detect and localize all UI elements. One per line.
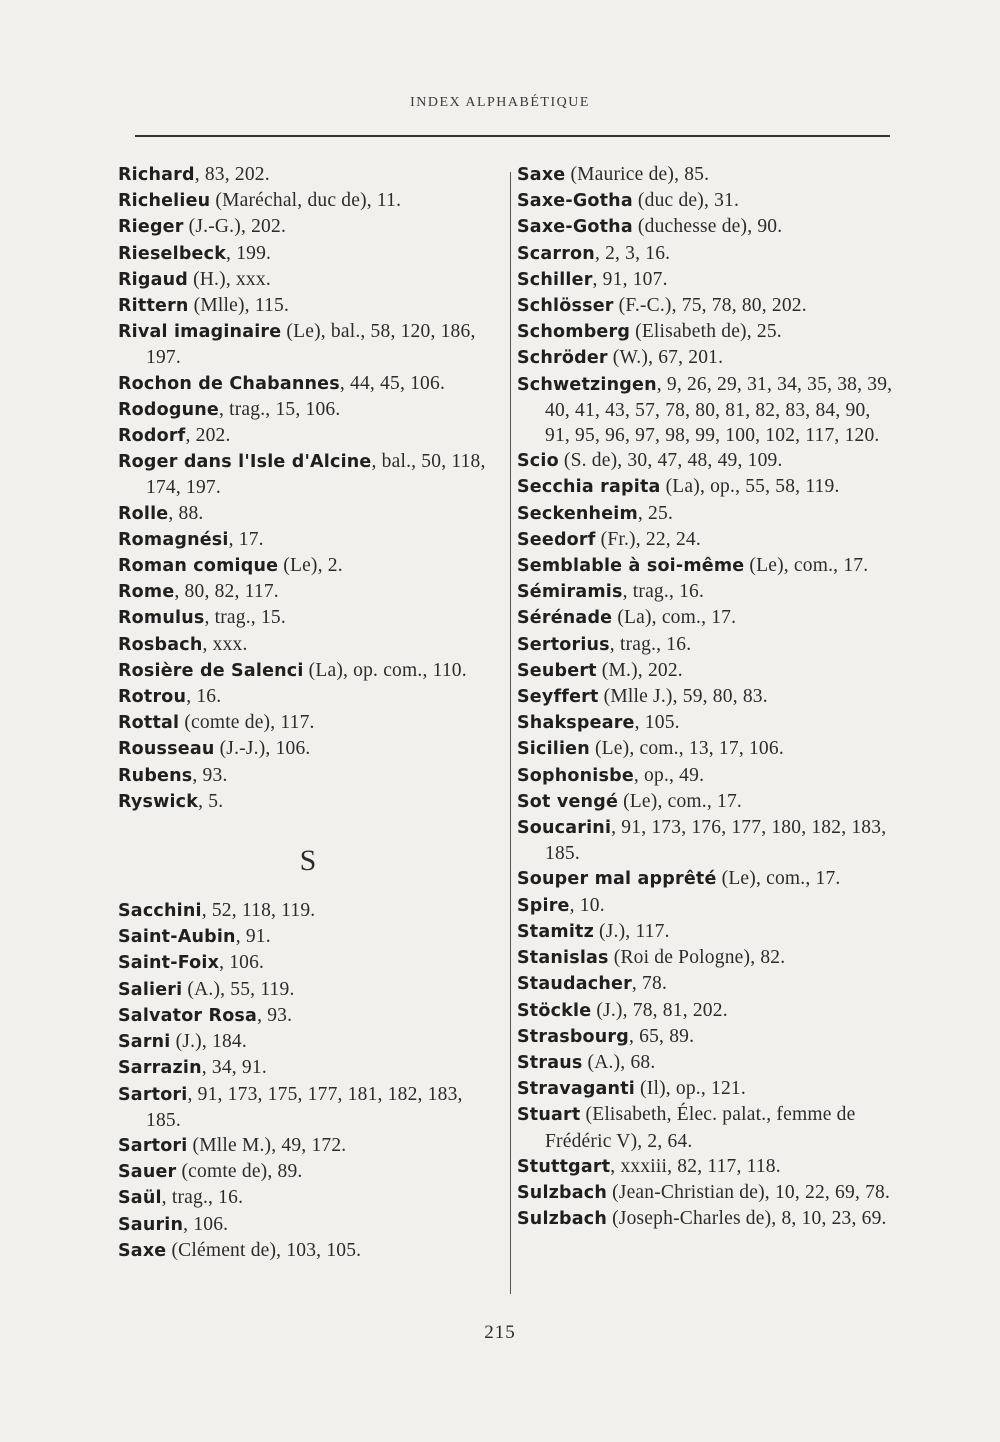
column-divider — [510, 172, 511, 1294]
entry-headword: Rodogune — [118, 399, 219, 420]
index-entry — [517, 919, 895, 945]
entry-headword: Richelieu — [118, 191, 211, 212]
entry-headword: Seubert — [517, 660, 597, 681]
index-entry — [517, 1154, 895, 1180]
entry-references: (La), com., 17. — [612, 607, 737, 629]
index-entry — [118, 710, 498, 736]
entry-headword: Shakspeare — [517, 713, 635, 734]
entry-references: , 25. — [637, 502, 674, 524]
entry-references: (Mlle), 115. — [188, 295, 290, 317]
entry-headword: Sertorius — [517, 634, 610, 655]
index-entry — [118, 977, 498, 1003]
index-entry — [517, 579, 895, 605]
entry-headword: Schröder — [517, 348, 608, 369]
entry-references: (La), op., 55, 58, 119. — [660, 476, 840, 498]
entry-headword: Saül — [118, 1188, 162, 1209]
entry-headword: Stuart — [517, 1105, 581, 1126]
entry-headword: Stöckle — [517, 1000, 592, 1021]
index-entry — [118, 1212, 498, 1238]
index-entry — [517, 188, 895, 214]
index-entry — [118, 1029, 498, 1055]
entry-headword: Rubens — [118, 765, 193, 786]
entry-references: (A.), 55, 119. — [182, 978, 295, 1000]
entry-headword: Romagnési — [118, 529, 229, 550]
entry-references: (Jean-Christian de), 10, 22, 69, 78. — [607, 1181, 891, 1203]
entry-headword: Sicilien — [517, 739, 590, 760]
entry-headword: Richard — [118, 165, 195, 185]
entry-headword: Seedorf — [517, 529, 596, 550]
entry-references: , 106. — [219, 952, 265, 974]
entry-headword: Semblable à soi-même — [517, 556, 745, 577]
entry-references: , 9, 26, 29, 31, 34, 35, 38, 39, 40, 41, 43, 57, 78, 80, 81, 82, 83, 84, 90, 91, 95, 96, 97, 98, 99, 100, 102, 117, 120. — [545, 373, 893, 447]
entry-references: (Le), com., 13, 17, 106. — [589, 738, 784, 760]
entry-references: (Fr.), 22, 24. — [595, 528, 701, 550]
entry-headword: Stravaganti — [517, 1079, 635, 1100]
index-entries-s — [118, 898, 498, 1264]
entry-headword: Sulzbach — [517, 1209, 608, 1230]
entry-headword: Sot vengé — [517, 791, 619, 812]
entry-headword: Saint-Foix — [118, 953, 220, 974]
entry-references: , 5. — [198, 790, 224, 812]
entry-references: (Clément de), 103, 105. — [166, 1239, 362, 1261]
entry-references: (J.), 184. — [170, 1031, 247, 1053]
entry-references: (Maurice de), 85. — [565, 164, 710, 185]
entry-headword: Roger dans l'Isle d'Alcine — [118, 452, 372, 473]
entry-references: (J.), 78, 81, 202. — [591, 999, 728, 1021]
entry-headword: Schiller — [517, 269, 593, 290]
index-entry — [118, 449, 498, 500]
entry-headword: Rome — [118, 582, 175, 603]
entry-headword: Seckenheim — [517, 503, 638, 524]
entry-references: (Le), com., 17. — [618, 790, 742, 812]
index-entry — [118, 605, 498, 631]
index-entry — [517, 632, 895, 658]
entry-headword: Saxe — [517, 165, 566, 185]
index-entry — [118, 241, 498, 267]
entry-headword: Rottal — [118, 713, 180, 734]
entry-headword: Stamitz — [517, 921, 594, 942]
index-entry — [118, 214, 498, 240]
running-head: INDEX ALPHABÉTIQUE — [410, 95, 590, 110]
entry-headword: Sulzbach — [517, 1182, 608, 1203]
entry-references: (J.-G.), 202. — [183, 216, 287, 238]
entry-headword: Scarron — [517, 243, 595, 264]
entry-headword: Rousseau — [118, 739, 215, 760]
entry-references: (M.), 202. — [596, 659, 683, 681]
entry-references: (Le), 2. — [278, 555, 343, 577]
index-entry — [517, 293, 895, 319]
index-entry — [517, 866, 895, 892]
entry-references: , 2, 3, 16. — [594, 242, 671, 264]
index-entry — [517, 971, 895, 997]
index-entry — [118, 1238, 498, 1264]
entry-references: , trag., 16. — [609, 633, 692, 655]
entry-headword: Rieselbeck — [118, 243, 227, 264]
section-letter: S — [299, 844, 317, 878]
entry-references: , 91, 107. — [592, 268, 668, 290]
page-number: 215 — [484, 1322, 516, 1343]
entry-references: (Le), com., 17. — [744, 555, 869, 577]
entry-headword: Rittern — [118, 296, 189, 317]
entry-references: , trag., 16. — [161, 1187, 244, 1209]
entry-headword: Sauer — [118, 1162, 177, 1183]
entry-references: (J.-J.), 106. — [214, 738, 311, 760]
index-entry — [118, 553, 498, 579]
index-entry — [517, 605, 895, 631]
entry-references: , 93. — [192, 764, 228, 786]
index-entry — [118, 763, 498, 789]
entry-headword: Sacchini — [118, 901, 202, 922]
entry-headword: Sophonisbe — [517, 765, 634, 786]
index-entry — [118, 1082, 498, 1133]
index-entry — [517, 945, 895, 971]
entry-headword: Rosbach — [118, 634, 203, 655]
index-entry — [118, 267, 498, 293]
index-entries-s-continued — [517, 162, 895, 1232]
index-entry — [517, 267, 895, 293]
index-entry — [517, 214, 895, 240]
entry-headword: Schomberg — [517, 322, 631, 343]
entry-headword: Secchia rapita — [517, 477, 661, 498]
index-entry — [118, 898, 498, 924]
entry-references: , 91. — [235, 926, 271, 948]
entry-references: (comte de), 89. — [176, 1161, 303, 1183]
index-entry — [517, 553, 895, 579]
entry-references: (duchesse de), 90. — [632, 216, 783, 238]
entry-headword: Rieger — [118, 217, 184, 238]
index-entry — [118, 924, 498, 950]
entry-headword: Saxe-Gotha — [517, 217, 633, 238]
index-entry — [517, 372, 895, 449]
entry-references: (Joseph-Charles de), 8, 10, 23, 69. — [607, 1208, 887, 1230]
index-entry — [118, 684, 498, 710]
index-entry — [118, 579, 498, 605]
index-entry — [517, 710, 895, 736]
entry-headword: Saxe — [118, 1240, 167, 1261]
index-entries-r — [118, 162, 498, 815]
entry-references: , 93. — [257, 1004, 293, 1026]
index-entry — [517, 1076, 895, 1102]
entry-references: , trag., 16. — [622, 581, 705, 603]
entry-headword: Staudacher — [517, 974, 632, 995]
index-entry — [118, 658, 498, 684]
index-entry — [517, 448, 895, 474]
index-entry — [118, 789, 498, 815]
index-entry — [517, 789, 895, 815]
index-entry — [118, 736, 498, 762]
entry-references: , op., 49. — [633, 764, 705, 786]
index-entry — [118, 162, 498, 188]
entry-headword: Rival imaginaire — [118, 322, 282, 343]
index-entry — [517, 501, 895, 527]
index-entry — [517, 1024, 895, 1050]
entry-headword: Romulus — [118, 608, 205, 629]
entry-references: (F.-C.), 75, 78, 80, 202. — [613, 295, 807, 317]
entry-headword: Ryswick — [118, 791, 199, 812]
index-entry — [118, 632, 498, 658]
entry-references: , 83, 202. — [194, 164, 270, 185]
entry-references: , xxxiii, 82, 117, 118. — [610, 1155, 781, 1177]
entry-references: , 199. — [226, 242, 272, 264]
entry-references: , 91, 173, 176, 177, 180, 182, 183, 185. — [545, 817, 887, 865]
entry-references: (Le), com., 17. — [716, 868, 841, 890]
entry-headword: Soucarini — [517, 818, 612, 839]
entry-headword: Rigaud — [118, 269, 188, 290]
entry-references: (duc de), 31. — [632, 190, 740, 212]
entry-references: , 65, 89. — [629, 1025, 695, 1047]
entry-references: , 91, 173, 175, 177, 181, 182, 183, 185. — [146, 1083, 463, 1131]
entry-headword: Scio — [517, 451, 559, 472]
entry-references: (comte de), 117. — [179, 712, 315, 734]
entry-headword: Rotrou — [118, 687, 187, 708]
entry-references: (Le), bal., 58, 120, 186, 197. — [146, 321, 476, 369]
index-entry — [118, 501, 498, 527]
entry-references: (W.), 67, 201. — [607, 347, 724, 369]
entry-headword: Saxe-Gotha — [517, 191, 633, 212]
entry-references: (Roi de Pologne), 82. — [608, 947, 786, 969]
index-entry — [118, 371, 498, 397]
entry-headword: Seyffert — [517, 687, 599, 708]
entry-headword: Sérénade — [517, 608, 613, 629]
index-entry — [517, 162, 895, 188]
entry-headword: Stanislas — [517, 948, 609, 969]
entry-references: (J.), 117. — [593, 920, 670, 942]
entry-references: (H.), xxx. — [188, 268, 271, 290]
entry-headword: Schwetzingen — [517, 374, 657, 395]
index-entry — [517, 345, 895, 371]
entry-headword: Sarrazin — [118, 1058, 202, 1079]
entry-references: , xxx. — [202, 633, 248, 655]
index-entry — [517, 893, 895, 919]
entry-references: , 80, 82, 117. — [174, 581, 279, 603]
entry-headword: Stuttgart — [517, 1156, 611, 1177]
index-entry — [517, 763, 895, 789]
entry-references: (Mlle M.), 49, 172. — [187, 1134, 347, 1156]
entry-references: , trag., 15. — [204, 607, 286, 629]
entry-headword: Roman comique — [118, 556, 279, 577]
index-entry — [517, 527, 895, 553]
entry-references: , 10. — [569, 894, 605, 916]
entry-headword: Strasbourg — [517, 1026, 629, 1047]
index-entry — [118, 188, 498, 214]
entry-headword: Sartori — [118, 1135, 188, 1156]
index-entry — [517, 319, 895, 345]
left-column — [118, 162, 498, 1264]
entry-references: (S. de), 30, 47, 48, 49, 109. — [558, 450, 783, 472]
index-entry — [118, 397, 498, 423]
index-entry — [118, 319, 498, 370]
index-entry — [517, 736, 895, 762]
index-entry — [118, 950, 498, 976]
index-entry — [118, 1133, 498, 1159]
entry-references: , trag., 15, 106. — [218, 398, 341, 420]
entry-references: , 78. — [631, 973, 668, 995]
entry-references: , 106. — [183, 1213, 229, 1235]
entry-references: (La), op. com., 110. — [303, 659, 467, 681]
entry-headword: Rosière de Salenci — [118, 660, 304, 681]
index-entry — [517, 1180, 895, 1206]
index-entry — [118, 1055, 498, 1081]
index-entry — [118, 423, 498, 449]
entry-references: (A.), 68. — [582, 1051, 656, 1073]
entry-headword: Saint-Aubin — [118, 927, 236, 948]
entry-headword: Souper mal apprêté — [517, 869, 717, 890]
index-entry — [118, 293, 498, 319]
entry-references: , 52, 118, 119. — [201, 900, 316, 922]
index-entry — [517, 998, 895, 1024]
entry-headword: Salvator Rosa — [118, 1005, 258, 1026]
index-entry — [517, 241, 895, 267]
entry-references: (Elisabeth de), 25. — [630, 321, 782, 343]
entry-references: , 88. — [168, 502, 204, 524]
entry-headword: Spire — [517, 895, 570, 916]
entry-references: (Mlle J.), 59, 80, 83. — [598, 686, 768, 708]
entry-references: , 17. — [228, 528, 264, 550]
entry-references: (Elisabeth, Élec. palat., femme de Frédéric V), 2, 64. — [545, 1104, 856, 1152]
index-entry — [118, 1159, 498, 1185]
entry-references: , 34, 91. — [201, 1057, 267, 1079]
index-entry — [118, 527, 498, 553]
index-entry — [517, 658, 895, 684]
entry-headword: Rodorf — [118, 426, 186, 447]
entry-references: , bal., 50, 118, 174, 197. — [146, 451, 486, 499]
entry-headword: Straus — [517, 1052, 583, 1073]
entry-references: (Il), op., 121. — [634, 1078, 746, 1100]
entry-headword: Sartori — [118, 1084, 188, 1105]
index-entry — [517, 1050, 895, 1076]
entry-references: , 16. — [186, 686, 222, 708]
index-entry — [118, 1003, 498, 1029]
header-rule — [135, 135, 890, 137]
index-entry — [517, 1102, 895, 1153]
entry-references: (Maréchal, duc de), 11. — [210, 190, 402, 212]
entry-headword: Schlösser — [517, 296, 614, 317]
entry-headword: Sarni — [118, 1032, 171, 1053]
entry-references: , 105. — [634, 712, 680, 734]
entry-headword: Salieri — [118, 979, 183, 1000]
index-entry — [517, 684, 895, 710]
entry-references: , 44, 45, 106. — [339, 372, 446, 394]
index-entry — [517, 1206, 895, 1232]
index-entry — [517, 474, 895, 500]
index-entry — [118, 1185, 498, 1211]
entry-references: , 202. — [185, 425, 231, 447]
index-entry — [517, 815, 895, 866]
right-column — [517, 162, 895, 1232]
entry-headword: Rolle — [118, 503, 169, 524]
entry-headword: Rochon de Chabannes — [118, 373, 340, 394]
entry-headword: Saurin — [118, 1214, 184, 1235]
entry-headword: Sémiramis — [517, 582, 623, 603]
